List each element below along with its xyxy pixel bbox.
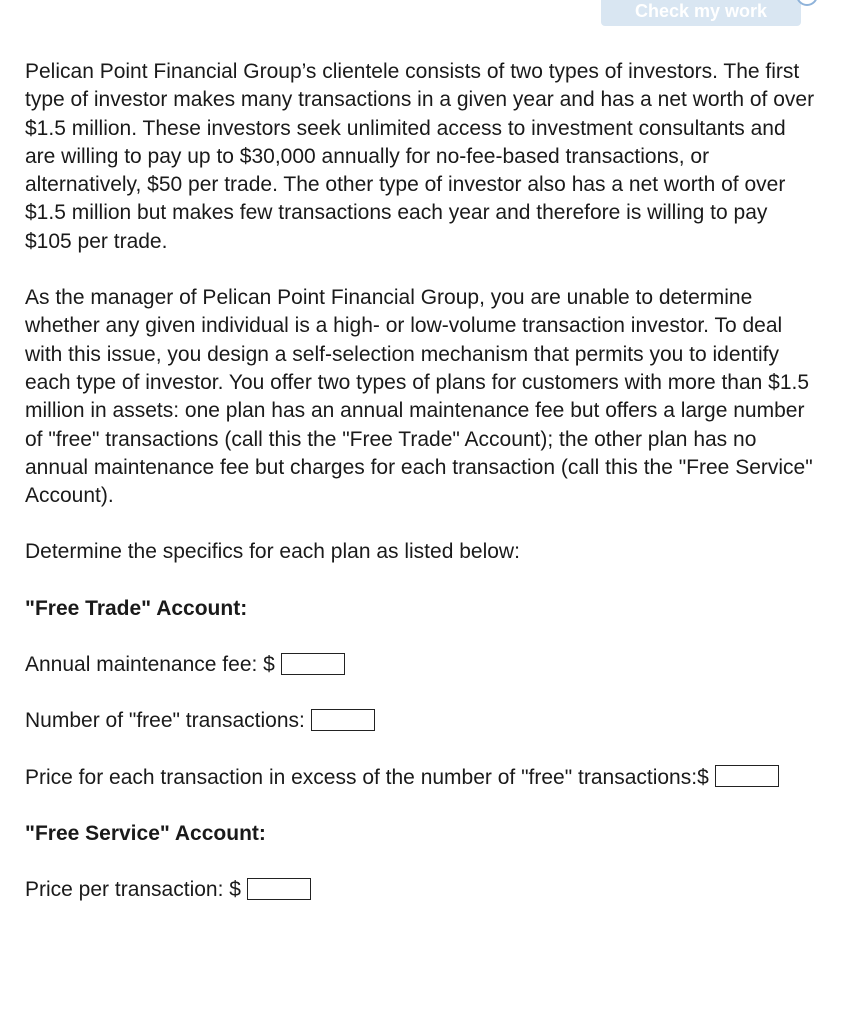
problem-paragraph-1: Pelican Point Financial Group’s clientele consists of two types of investors. The first type of investor makes many transactions in a given year and has a net worth of over $1.5 million. These investors seek unlimited access to investment consultants and are willing to pay up to $30,000 annually for no-fee-based transactions, or alternatively, $50 per trade. The other type of investor also has a net worth of over $1.5 million but makes few transactions each year and therefore is willing to pay $105 per trade. (25, 60, 815, 253)
problem-paragraph-3: Determine the specifics for each plan as listed below: (25, 540, 520, 564)
annual-fee-row (25, 651, 815, 679)
price-per-transaction-row (25, 876, 815, 904)
check-my-work-button[interactable]: Check my work (601, 0, 801, 26)
free-trade-heading: "Free Trade" Account: (25, 596, 248, 620)
top-bar (0, 0, 868, 30)
price-per-transaction-input[interactable] (247, 878, 311, 900)
question-content (25, 58, 815, 933)
free-transactions-input[interactable] (311, 709, 375, 731)
annual-fee-input[interactable] (281, 653, 345, 675)
excess-price-label: Price for each transaction in excess of the number of "free" transactions:$ (25, 765, 709, 789)
free-service-heading: "Free Service" Account: (25, 821, 266, 845)
problem-paragraph-2: As the manager of Pelican Point Financial Group, you are unable to determine whether any given individual is a high- or low-volume transaction investor. To deal with this issue, you design a self-selection mechanism that permits you to identify each type of investor. You offer two types of plans for customers with more than $1.5 million in assets: one plan has an annual maintenance fee but offers a large number of "free" transactions (call this the "Free Trade" Account); the other plan has no annual maintenance fee but charges for each transaction (call this the "Free Service" Account). (25, 286, 813, 508)
free-transactions-row (25, 707, 815, 735)
free-transactions-label: Number of "free" transactions: (25, 709, 305, 733)
annual-fee-label: Annual maintenance fee: $ (25, 653, 275, 677)
excess-price-input[interactable] (715, 765, 779, 787)
excess-price-row (25, 764, 815, 792)
price-per-transaction-label: Price per transaction: $ (25, 878, 241, 902)
